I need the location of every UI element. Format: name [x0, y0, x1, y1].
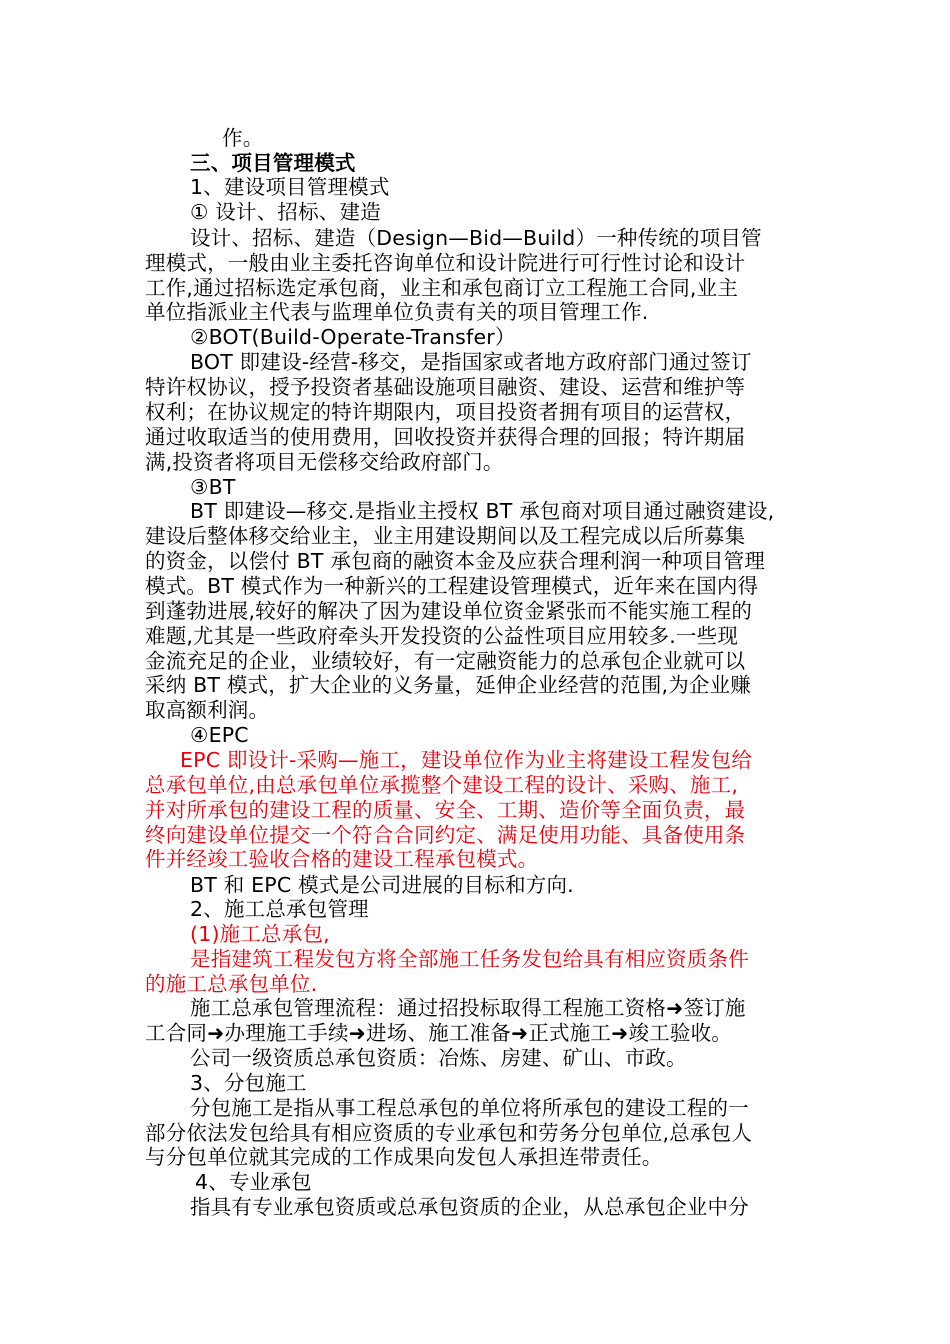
subsection-heading: 1、建设项目管理模式 — [190, 175, 390, 199]
text-line: 难题,尤其是一些政府牵头开发投资的公益性项目应用较多.一些现 — [145, 624, 739, 648]
highlight-line: (1)施工总承包, — [190, 922, 330, 946]
text-line: 建设后整体移交给业主，业主用建设期间以及工程完成以后所募集 — [145, 524, 746, 548]
highlight-line: EPC 即设计-采购—施工，建设单位作为业主将建设工程发包给 — [180, 748, 753, 772]
text-line: 模式。BT 模式作为一种新兴的工程建设管理模式，近年来在国内得 — [145, 574, 759, 598]
text-line: 工合同➜办理施工手续➜进场、施工准备➜正式施工➜竣工验收。 — [145, 1021, 733, 1045]
text-line: 取高额利润。 — [145, 698, 270, 722]
highlight-line: 的施工总承包单位. — [145, 972, 318, 996]
subsection-heading: 2、施工总承包管理 — [190, 897, 369, 921]
text-line: BOT 即建设-经营-移交，是指国家或者地方政府部门通过签订 — [190, 350, 752, 374]
subsection-heading: 3、分包施工 — [190, 1071, 307, 1095]
text-line: 到蓬勃进展,较好的解决了因为建设单位资金紧张而不能实施工程的 — [145, 599, 753, 623]
text-line: 理模式，一般由业主委托咨询单位和设计院进行可行性讨论和设计 — [145, 251, 746, 275]
text-line: 金流充足的企业，业绩较好，有一定融资能力的总承包企业就可以 — [145, 649, 746, 673]
text-line: BT 即建设—移交.是指业主授权 BT 承包商对项目通过融资建设, — [190, 499, 775, 523]
highlight-line: 并对所承包的建设工程的质量、安全、工期、造价等全面负责，最 — [145, 798, 746, 822]
text-line: 施工总承包管理流程：通过招投标取得工程施工资格➜签订施 — [190, 996, 746, 1020]
text-line: 工作,通过招标选定承包商，业主和承包商订立工程施工合同,业主 — [145, 276, 739, 300]
text-line: 特许权协议，授予投资者基础设施项目融资、建设、运营和维护等 — [145, 375, 746, 399]
text-line: 公司一级资质总承包资质：冶炼、房建、矿山、市政。 — [190, 1046, 687, 1070]
item-heading: ④EPC — [190, 723, 249, 747]
text-line: 满,投资者将项目无偿移交给政府部门。 — [145, 450, 504, 474]
text-line: BT 和 EPC 模式是公司进展的目标和方向. — [190, 873, 574, 897]
highlight-line: 是指建筑工程发包方将全部施工任务发包给具有相应资质条件 — [190, 947, 749, 971]
text-line: 的资金，以偿付 BT 承包商的融资本金及应获合理利润一种项目管理 — [145, 549, 766, 573]
subsection-heading: 4、专业承包 — [195, 1170, 312, 1194]
text-line: 通过收取适当的使用费用，回收投资并获得合理的回报；特许期届 — [145, 425, 746, 449]
highlight-line: 终向建设单位提交一个符合合同约定、满足使用功能、具备使用条 — [145, 823, 746, 847]
section-heading: 三、项目管理模式 — [190, 151, 356, 175]
item-heading: ① 设计、招标、建造 — [190, 200, 381, 224]
text-line: 与分包单位就其完成的工作成果向发包人承担连带责任。 — [145, 1145, 663, 1169]
text-line: 分包施工是指从事工程总承包的单位将所承包的建设工程的一 — [190, 1096, 749, 1120]
text-line: 采纳 BT 模式，扩大企业的义务量，延伸企业经营的范围,为企业赚 — [145, 673, 752, 697]
highlight-line: 总承包单位,由总承包单位承揽整个建设工程的设计、采购、施工, — [145, 773, 739, 797]
text-line: 设计、招标、建造（Design—Bid—Build）一种传统的项目管 — [190, 226, 762, 250]
highlight-line: 件并经竣工验收合格的建设工程承包模式。 — [145, 847, 539, 871]
text-line: 单位指派业主代表与监理单位负责有关的项目管理工作. — [145, 300, 649, 324]
text-line: 权利；在协议规定的特许期限内，项目投资者拥有项目的运营权， — [145, 400, 746, 424]
text-line: 指具有专业承包资质或总承包资质的企业，从总承包企业中分 — [190, 1195, 749, 1219]
text-line: 作。 — [222, 126, 264, 150]
item-heading: ②BOT(Build-Operate-Transfer） — [190, 325, 516, 349]
item-heading: ③BT — [190, 475, 236, 499]
text-line: 部分依法发包给具有相应资质的专业承包和劳务分包单位,总承包人 — [145, 1121, 753, 1145]
